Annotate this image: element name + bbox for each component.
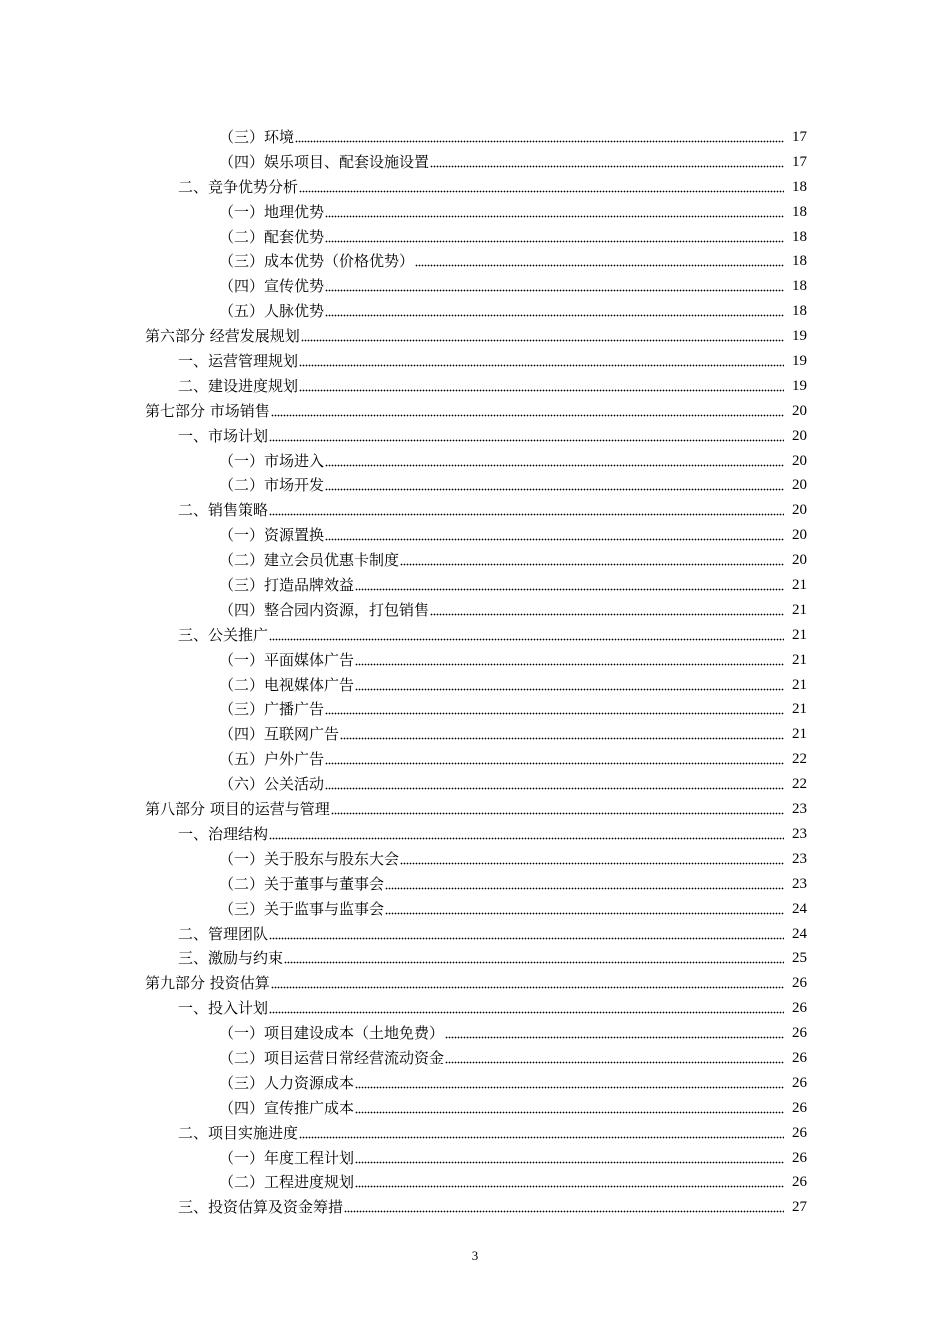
toc-dot-leader xyxy=(355,1071,784,1096)
toc-entry[interactable] xyxy=(0,673,950,698)
toc-entry[interactable] xyxy=(0,1195,950,1220)
toc-entry[interactable] xyxy=(0,175,950,200)
toc-entry[interactable] xyxy=(0,623,950,648)
toc-entry-title: 三、公关推广 xyxy=(178,625,269,644)
toc-dot-leader xyxy=(400,548,784,573)
table-of-contents xyxy=(0,125,950,1220)
toc-entry-title: 二、竞争优势分析 xyxy=(178,177,299,196)
toc-entry-title: （五）户外广告 xyxy=(219,750,325,769)
toc-entry-title: （二）项目运营日常经营流动资金 xyxy=(219,1048,445,1067)
toc-entry-page-number: 26 xyxy=(792,975,807,992)
toc-entry-page-number: 23 xyxy=(792,850,807,867)
toc-entry-title: 一、运营管理规划 xyxy=(178,352,299,371)
toc-entry[interactable] xyxy=(0,449,950,474)
toc-entry-page-number: 24 xyxy=(792,900,807,917)
toc-entry-title: （二）工程进度规划 xyxy=(219,1173,355,1192)
toc-entry-title: （一）市场进入 xyxy=(219,451,325,470)
toc-dot-leader xyxy=(325,473,784,498)
toc-entry[interactable] xyxy=(0,225,950,250)
toc-entry[interactable] xyxy=(0,1046,950,1071)
toc-dot-leader xyxy=(325,274,784,299)
toc-entry-title: （三）广播广告 xyxy=(219,700,325,719)
toc-dot-leader xyxy=(355,1170,784,1195)
toc-entry[interactable] xyxy=(0,971,950,996)
toc-dot-leader xyxy=(325,772,784,797)
toc-entry[interactable] xyxy=(0,772,950,797)
toc-dot-leader xyxy=(271,399,784,424)
toc-entry-page-number: 21 xyxy=(792,601,807,618)
toc-entry[interactable] xyxy=(0,125,950,150)
toc-dot-leader xyxy=(355,573,784,598)
toc-entry-page-number: 18 xyxy=(792,203,807,220)
toc-dot-leader xyxy=(284,946,784,971)
toc-entry-page-number: 26 xyxy=(792,1000,807,1017)
toc-dot-leader xyxy=(295,125,784,150)
toc-entry-page-number: 26 xyxy=(792,1149,807,1166)
toc-dot-leader xyxy=(385,872,784,897)
toc-entry-page-number: 26 xyxy=(792,1099,807,1116)
toc-entry-page-number: 20 xyxy=(792,502,807,519)
toc-entry[interactable] xyxy=(0,598,950,623)
toc-entry-title: （一）项目建设成本（土地免费） xyxy=(219,1024,445,1043)
toc-entry[interactable] xyxy=(0,648,950,673)
toc-entry-page-number: 22 xyxy=(792,751,807,768)
toc-entry[interactable] xyxy=(0,473,950,498)
toc-entry-page-number: 21 xyxy=(792,701,807,718)
toc-entry-page-number: 18 xyxy=(792,253,807,270)
toc-entry[interactable] xyxy=(0,249,950,274)
toc-entry-page-number: 19 xyxy=(792,377,807,394)
toc-entry[interactable] xyxy=(0,847,950,872)
toc-entry-title: （四）娱乐项目、配套设施设置 xyxy=(219,152,430,171)
toc-entry-page-number: 26 xyxy=(792,1049,807,1066)
toc-dot-leader xyxy=(299,349,784,374)
toc-entry[interactable] xyxy=(0,922,950,947)
toc-entry[interactable] xyxy=(0,996,950,1021)
toc-entry[interactable] xyxy=(0,1170,950,1195)
toc-entry-page-number: 23 xyxy=(792,875,807,892)
toc-dot-leader xyxy=(301,324,784,349)
toc-entry-title: 第八部分 项目的运营与管理 xyxy=(145,800,330,819)
toc-entry-page-number: 21 xyxy=(792,676,807,693)
toc-entry[interactable] xyxy=(0,498,950,523)
toc-dot-leader xyxy=(325,697,784,722)
toc-entry-title: （三）成本优势（价格优势） xyxy=(219,252,415,271)
toc-entry-title: 一、治理结构 xyxy=(178,824,269,843)
toc-dot-leader xyxy=(355,673,784,698)
toc-dot-leader xyxy=(325,200,784,225)
toc-entry[interactable] xyxy=(0,299,950,324)
toc-entry-page-number: 18 xyxy=(792,278,807,295)
toc-dot-leader xyxy=(355,1096,784,1121)
toc-dot-leader xyxy=(269,922,784,947)
toc-entry-page-number: 23 xyxy=(792,801,807,818)
toc-entry-page-number: 17 xyxy=(792,153,807,170)
toc-entry-title: （一）关于股东与股东大会 xyxy=(219,849,400,868)
toc-dot-leader xyxy=(325,523,784,548)
toc-entry-title: （三）人力资源成本 xyxy=(219,1073,355,1092)
toc-entry[interactable] xyxy=(0,946,950,971)
toc-entry-page-number: 20 xyxy=(792,527,807,544)
toc-entry[interactable] xyxy=(0,399,950,424)
toc-entry[interactable] xyxy=(0,424,950,449)
toc-dot-leader xyxy=(355,1146,784,1171)
toc-entry-title: （二）电视媒体广告 xyxy=(219,675,355,694)
toc-dot-leader xyxy=(445,1021,784,1046)
toc-entry[interactable] xyxy=(0,324,950,349)
toc-entry[interactable] xyxy=(0,150,950,175)
toc-dot-leader xyxy=(271,971,784,996)
toc-entry[interactable] xyxy=(0,1096,950,1121)
toc-entry-title: 第六部分 经营发展规划 xyxy=(145,327,300,346)
toc-entry-title: （一）年度工程计划 xyxy=(219,1148,355,1167)
toc-entry-page-number: 23 xyxy=(792,825,807,842)
toc-entry[interactable] xyxy=(0,548,950,573)
toc-entry-page-number: 24 xyxy=(792,925,807,942)
toc-entry-page-number: 20 xyxy=(792,477,807,494)
toc-entry[interactable] xyxy=(0,872,950,897)
toc-entry[interactable] xyxy=(0,897,950,922)
toc-entry-title: 三、投资估算及资金筹措 xyxy=(178,1198,344,1217)
toc-entry-page-number: 21 xyxy=(792,577,807,594)
toc-entry-page-number: 20 xyxy=(792,452,807,469)
toc-entry-page-number: 26 xyxy=(792,1174,807,1191)
toc-entry-page-number: 26 xyxy=(792,1025,807,1042)
toc-entry-page-number: 18 xyxy=(792,228,807,245)
toc-entry-title: 第九部分 投资估算 xyxy=(145,974,270,993)
toc-entry-title: （二）关于董事与董事会 xyxy=(219,874,385,893)
toc-dot-leader xyxy=(299,374,784,399)
toc-entry[interactable] xyxy=(0,274,950,299)
toc-entry[interactable] xyxy=(0,523,950,548)
toc-entry-title: 二、销售策略 xyxy=(178,501,269,520)
toc-entry-title: 二、建设进度规划 xyxy=(178,376,299,395)
toc-dot-leader xyxy=(340,722,784,747)
toc-entry-page-number: 18 xyxy=(792,303,807,320)
toc-entry[interactable] xyxy=(0,200,950,225)
toc-dot-leader xyxy=(269,424,784,449)
toc-entry-title: （四）宣传优势 xyxy=(219,277,325,296)
toc-dot-leader xyxy=(269,996,784,1021)
toc-entry-page-number: 18 xyxy=(792,178,807,195)
toc-entry-page-number: 21 xyxy=(792,651,807,668)
toc-entry[interactable] xyxy=(0,1071,950,1096)
toc-dot-leader xyxy=(355,648,784,673)
toc-entry-page-number: 19 xyxy=(792,353,807,370)
toc-entry-title: 第七部分 市场销售 xyxy=(145,401,270,420)
toc-entry-title: （六）公关活动 xyxy=(219,775,325,794)
toc-dot-leader xyxy=(430,150,784,175)
toc-dot-leader xyxy=(325,747,784,772)
toc-entry-page-number: 22 xyxy=(792,776,807,793)
toc-dot-leader xyxy=(331,797,784,822)
toc-entry[interactable] xyxy=(0,573,950,598)
toc-entry-page-number: 19 xyxy=(792,328,807,345)
toc-entry-title: 一、投入计划 xyxy=(178,999,269,1018)
toc-entry-page-number: 21 xyxy=(792,726,807,743)
toc-dot-leader xyxy=(344,1195,784,1220)
toc-entry-title: （四）整合园内资源，打包销售 xyxy=(219,600,430,619)
toc-dot-leader xyxy=(415,249,784,274)
toc-entry-title: （一）资源置换 xyxy=(219,526,325,545)
toc-entry-title: （三）打造品牌效益 xyxy=(219,576,355,595)
toc-entry-title: （一）地理优势 xyxy=(219,202,325,221)
toc-dot-leader xyxy=(400,847,784,872)
toc-dot-leader xyxy=(269,822,784,847)
toc-entry[interactable] xyxy=(0,1021,950,1046)
toc-dot-leader xyxy=(325,449,784,474)
toc-entry-page-number: 21 xyxy=(792,626,807,643)
toc-entry-page-number: 20 xyxy=(792,427,807,444)
toc-entry-page-number: 17 xyxy=(792,129,807,145)
toc-entry[interactable] xyxy=(0,822,950,847)
toc-entry[interactable] xyxy=(0,1121,950,1146)
toc-entry-title: （三）关于监事与监事会 xyxy=(219,899,385,918)
toc-dot-leader xyxy=(269,498,784,523)
toc-entry-title: （四）宣传推广成本 xyxy=(219,1098,355,1117)
toc-entry-page-number: 25 xyxy=(792,950,807,967)
toc-entry[interactable] xyxy=(0,797,950,822)
page-number: 3 xyxy=(471,1248,479,1263)
toc-entry[interactable] xyxy=(0,1146,950,1171)
toc-dot-leader xyxy=(445,1046,784,1071)
toc-entry[interactable] xyxy=(0,697,950,722)
toc-entry-title: 二、管理团队 xyxy=(178,924,269,943)
toc-entry[interactable] xyxy=(0,374,950,399)
toc-entry-title: （二）配套优势 xyxy=(219,227,325,246)
toc-entry-page-number: 20 xyxy=(792,552,807,569)
toc-entry-page-number: 26 xyxy=(792,1124,807,1141)
toc-entry-title: （四）互联网广告 xyxy=(219,725,340,744)
toc-dot-leader xyxy=(325,225,784,250)
toc-dot-leader xyxy=(299,175,784,200)
toc-entry-title: 二、项目实施进度 xyxy=(178,1123,299,1142)
toc-entry[interactable] xyxy=(0,747,950,772)
toc-entry-page-number: 27 xyxy=(792,1199,807,1216)
toc-dot-leader xyxy=(385,897,784,922)
toc-entry-title: 三、激励与约束 xyxy=(178,949,284,968)
toc-entry-title: （一）平面媒体广告 xyxy=(219,650,355,669)
toc-dot-leader xyxy=(269,623,784,648)
toc-entry[interactable] xyxy=(0,349,950,374)
toc-entry-title: （三）环境 xyxy=(219,128,295,146)
toc-entry-title: （二）市场开发 xyxy=(219,476,325,495)
toc-entry-title: 一、市场计划 xyxy=(178,426,269,445)
toc-dot-leader xyxy=(299,1121,784,1146)
toc-entry-page-number: 26 xyxy=(792,1074,807,1091)
toc-entry-title: （二）建立会员优惠卡制度 xyxy=(219,551,400,570)
toc-entry[interactable] xyxy=(0,722,950,747)
toc-entry-page-number: 20 xyxy=(792,402,807,419)
toc-dot-leader xyxy=(430,598,784,623)
toc-entry-title: （五）人脉优势 xyxy=(219,302,325,321)
toc-dot-leader xyxy=(325,299,784,324)
